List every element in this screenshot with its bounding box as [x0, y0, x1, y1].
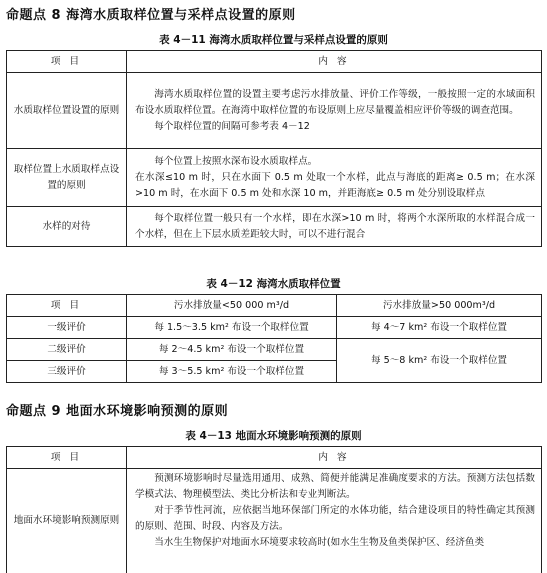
row-level-3: 三级评价 — [7, 361, 127, 383]
row-content-sampling-point: 每个位置上按照水深布设水质取样点。 在水深≤10 m 时，只在水面下 0.5 m 处取一个水样，此点与海底的距离≥ 0.5 m；在水深>10 m 时，在水面下 0.5 m 处和水深 10 m，并距海底≥ 0.5 m 处分别设取样点 — [127, 149, 542, 207]
table-header-large-discharge: 污水排放量>50 000m³/d — [337, 295, 542, 317]
cell-level-1-large: 每 4～7 km² 布设一个取样位置 — [337, 317, 542, 339]
row-level-2: 二级评价 — [7, 339, 127, 361]
table-4-11-caption: 表 4－11 海湾水质取样位置与采样点设置的原则 — [159, 34, 388, 46]
row-item-sampling-position: 水质取样位置设置的原则 — [7, 73, 127, 149]
table-4-13 — [6, 446, 542, 573]
row-content-sampling-position: 海湾水质取样位置的设置主要考虑污水排放量、评价工作等级，一般按照一定的水域面积布设水质取样位置。在海湾中取样位置的布设原则上应尽量覆盖相应评价等级的调查范围。 每个取样位置的间隔可参考表 4－12 — [127, 73, 542, 149]
table-4-12 — [6, 294, 542, 383]
table-4-12-caption: 表 4－12 海湾水质取样位置 — [206, 278, 341, 290]
cell-level-2-3-large: 每 5～8 km² 布设一个取样位置 — [337, 339, 542, 383]
row-item-water-sample: 水样的对待 — [7, 207, 127, 247]
table-header-small-discharge: 污水排放量<50 000 m³/d — [127, 295, 337, 317]
row-content-water-sample: 每个取样位置一般只有一个水样，即在水深>10 m 时，将两个水深所取的水样混合成一个水样，但在上下层水质差距较大时，可以不进行混合 — [127, 207, 542, 247]
table-4-13-caption: 表 4－13 地面水环境影响预测的原则 — [185, 430, 362, 442]
table-header-content: 内 容 — [127, 51, 542, 73]
table-header-content: 内 容 — [127, 447, 542, 469]
table-header-item: 项 目 — [7, 447, 127, 469]
row-item-prediction-principle: 地面水环境影响预测原则 — [7, 469, 127, 573]
section-heading-8: 命题点 8 海湾水质取样位置与采样点设置的原则 — [6, 8, 296, 23]
table-4-11 — [6, 50, 542, 247]
cell-level-3-small: 每 3～5.5 km² 布设一个取样位置 — [127, 361, 337, 383]
table-header-item: 项 目 — [7, 51, 127, 73]
section-heading-9: 命题点 9 地面水环境影响预测的原则 — [6, 404, 229, 419]
cell-level-2-small: 每 2～4.5 km² 布设一个取样位置 — [127, 339, 337, 361]
row-level-1: 一级评价 — [7, 317, 127, 339]
table-header-item: 项 目 — [7, 295, 127, 317]
cell-level-1-small: 每 1.5～3.5 km² 布设一个取样位置 — [127, 317, 337, 339]
row-item-sampling-point: 取样位置上水质取样点设置的原则 — [7, 149, 127, 207]
row-content-prediction-principle: 预测环境影响时尽量选用通用、成熟、简便并能满足准确度要求的方法。预测方法包括数学模式法、物理模型法、类比分析法和专业判断法。 对于季节性河流，应依据当地环保部门所定的水体功能，结合建设项目的特性确定其预测的原则、范围、时段、内容及方法。 当水生生物保护对地面水环境要求较高时(如水生生物及鱼类保护区、经济鱼类 — [127, 469, 542, 573]
